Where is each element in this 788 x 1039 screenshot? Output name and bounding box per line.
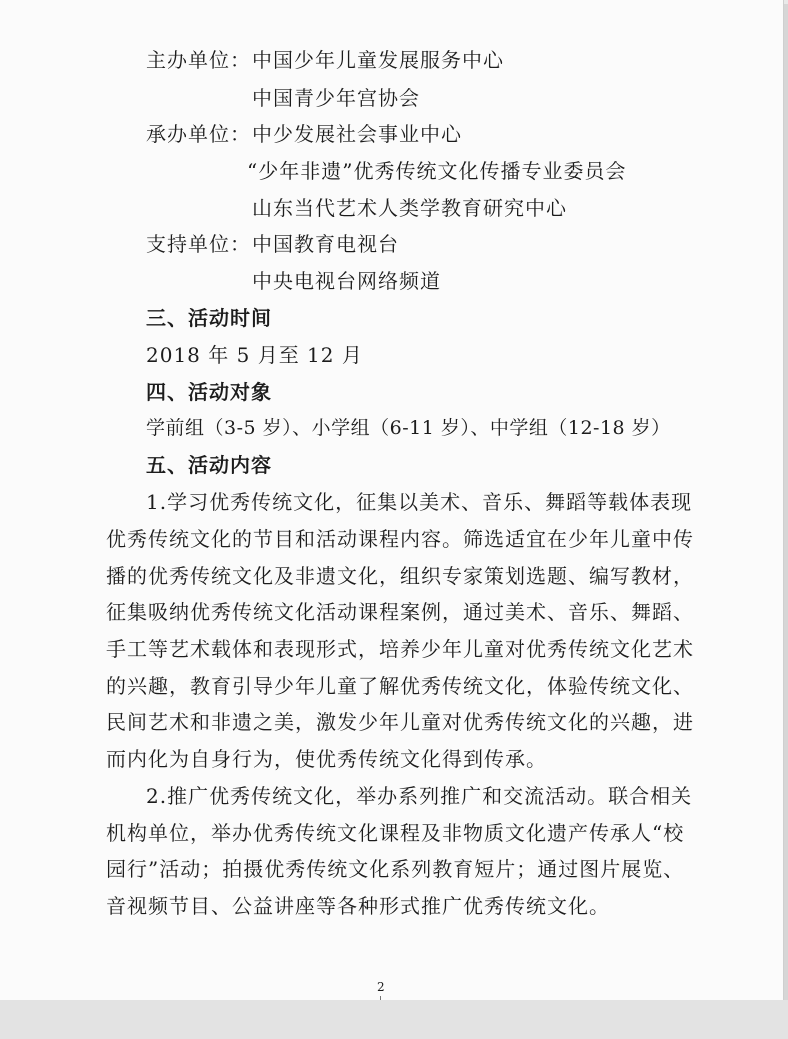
organizer-unit-3: 山东当代艺术人类学教育研究中心	[252, 196, 567, 220]
paragraph1-line: 的兴趣，教育引导少年儿童了解优秀传统文化，体验传统文化、	[106, 674, 694, 698]
scan-margin	[0, 1000, 788, 1039]
organizer-unit-1: 中少发展社会事业中心	[252, 122, 462, 146]
organizer-label: 承办单位：	[146, 122, 251, 146]
paragraph1-line: 播的优秀传统文化及非遗文化，组织专家策划选题、编写教材，	[106, 564, 694, 588]
content-heading: 五、活动内容	[146, 453, 272, 477]
host-unit-2: 中国青少年宫协会	[252, 86, 420, 110]
paragraph1-line: 手工等艺术载体和表现形式，培养少年儿童对优秀传统文化艺术	[106, 637, 694, 661]
support-label: 支持单位：	[146, 232, 251, 256]
host-label: 主办单位：	[146, 48, 251, 72]
paragraph1-line: 民间艺术和非遗之美，激发少年儿童对优秀传统文化的兴趣，进	[106, 710, 694, 734]
paragraph1-line: 征集吸纳优秀传统文化活动课程案例，通过美术、音乐、舞蹈、	[106, 600, 694, 624]
support-unit-1: 中国教育电视台	[252, 232, 399, 256]
target-heading: 四、活动对象	[146, 380, 272, 404]
organizer-unit-2: “少年非遗”优秀传统文化传播专业委员会	[247, 159, 627, 183]
target-value: 学前组（3-5 岁）、小学组（6-11 岁）、中学组（12-18 岁）	[146, 417, 671, 439]
host-unit-1: 中国少年儿童发展服务中心	[252, 48, 504, 72]
time-value: 2018 年 5 月至 12 月	[146, 343, 363, 367]
page-number: 2	[377, 980, 385, 994]
time-heading: 三、活动时间	[146, 306, 272, 330]
paragraph1-line: 1.学习优秀传统文化，征集以美术、音乐、舞蹈等载体表现	[146, 490, 693, 514]
paragraph1-line: 而内化为自身行为，使优秀传统文化得到传承。	[106, 747, 547, 771]
paragraph2-line: 机构单位，举办优秀传统文化课程及非物质文化遗产传承人“校	[106, 821, 685, 845]
paragraph2-line: 音视频节目、公益讲座等各种形式推广优秀传统文化。	[106, 894, 610, 918]
paragraph2-line: 2.推广优秀传统文化，举办系列推广和交流活动。联合相关	[146, 784, 693, 808]
paragraph1-line: 优秀传统文化的节目和活动课程内容。筛选适宜在少年儿童中传	[106, 527, 694, 551]
paragraph2-line: 园行”活动；拍摄优秀传统文化系列教育短片；通过图片展览、	[106, 857, 685, 881]
support-unit-2: 中央电视台网络频道	[252, 269, 441, 293]
